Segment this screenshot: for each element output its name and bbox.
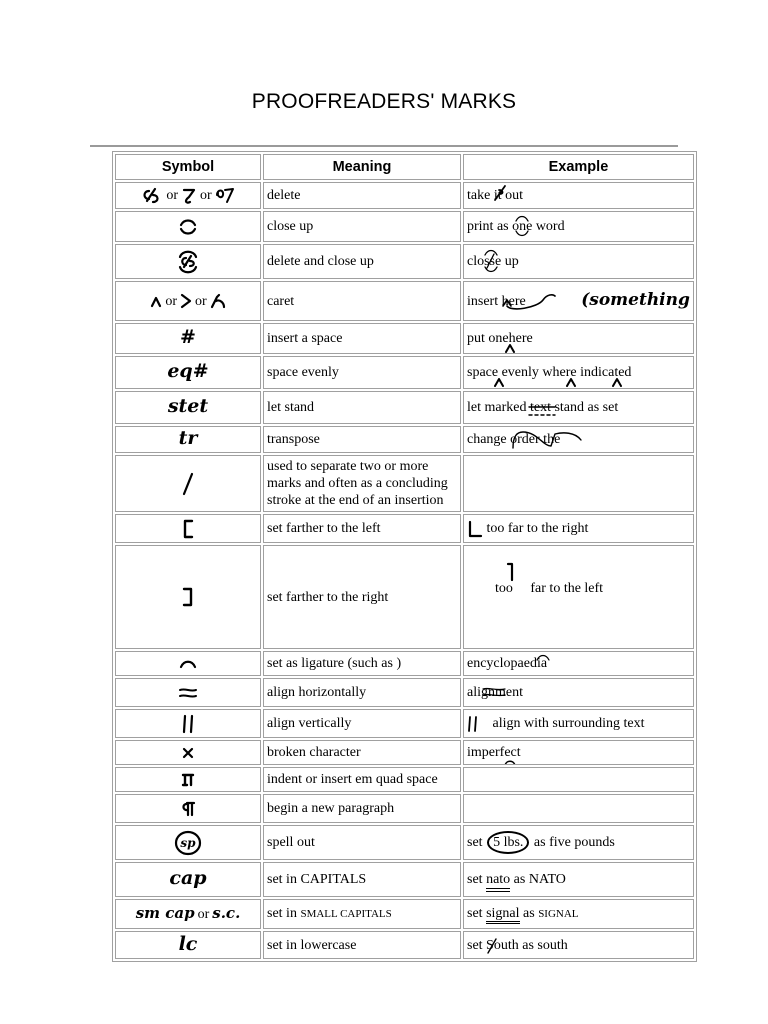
meaning-cell: delete and close up [263,244,461,279]
table-row [115,244,694,279]
paragraph-symbol-cell [115,794,261,823]
meaning-cell: insert a space [263,323,461,354]
table-row [115,862,694,897]
right-bracket-symbol-cell [115,545,261,649]
example-cell [463,244,694,279]
meaning-cell: align horizontally [263,678,461,707]
small-caps-text: SMALL CAPITALS [300,908,392,920]
slash-symbol-cell [115,455,261,512]
stet-symbol-cell [115,391,261,424]
example-text: align with surrounding text [492,715,645,731]
transpose-symbol-cell [115,426,261,453]
table-row [115,426,694,453]
header-row [115,154,694,180]
example-text: set South as south [467,937,568,953]
move-right-mark [506,562,516,582]
stet-strike [528,398,558,418]
example-cell [463,514,694,543]
close-up-mark-icon [179,218,197,236]
example-cell [463,323,694,354]
space-mark-icon: # [180,326,196,348]
delete-close-up-stroke [483,248,499,274]
delete-mark-alt-icon [181,187,197,205]
example-cell [463,709,694,738]
meaning-cell: broken character [263,740,461,765]
example-cell [463,391,694,424]
broken-character-circle [503,759,517,765]
table-row [115,899,694,929]
meaning-cell: spell out [263,825,461,860]
meaning-cell: set in CAPITALS [263,862,461,897]
stet-mark-icon: stet [167,395,209,417]
close-up-curves [514,214,530,238]
example-cell [463,281,694,321]
example-cell [463,825,694,860]
example-text-pre: set [467,872,483,887]
example-text-post: as [523,906,535,921]
meaning-cell: close up [263,211,461,242]
example-cell [463,356,694,389]
example-text: imperfect [467,745,521,760]
table-row [115,709,694,738]
delete-stroke-mark [493,184,507,202]
close-up-symbol-cell [115,211,261,242]
table-row [115,545,694,649]
left-bracket-symbol-cell [115,514,261,543]
table-row [115,391,694,424]
meaning-cell: set farther to the left [263,514,461,543]
example-cell [463,899,694,929]
spell-out-symbol-cell [115,825,261,860]
space-evenly-carets [493,377,633,387]
example-cell [463,862,694,897]
broken-character-symbol-cell [115,740,261,765]
page-title: PROOFREADERS' MARKS [251,90,517,113]
space-symbol-cell [115,323,261,354]
delete-symbol-cell: or or [115,182,261,209]
table-row [115,356,694,389]
column-header-example: Example [463,154,694,180]
meaning-cell: used to separate two or more marks and often as a concluding stroke at the end of an insertion [263,455,461,512]
meaning-cell: align vertically [263,709,461,738]
em-quad-mark-icon [181,773,195,787]
example-cell [463,651,694,676]
align-vertical-stroke [467,715,479,733]
example-cell [463,182,694,209]
example-text-pre: set [467,906,483,921]
table-row [115,931,694,959]
small-caps-alt-mark-icon: s.c. [212,903,241,922]
broken-character-mark-icon [182,747,194,759]
align-vertical-symbol-cell [115,709,261,738]
example-text: alignment [467,685,523,700]
meaning-cell: set in SMALL CAPITALS [263,899,461,929]
example-text: space evenly where indicated [467,365,632,380]
example-text: too far to the left [495,581,604,596]
table-row [115,211,694,242]
space-evenly-mark-icon: eq# [167,360,209,382]
title-divider [90,145,678,147]
example-text: print as one word [467,219,565,234]
small-capitals-symbol-cell: sm cap or s.c. [115,899,261,929]
align-horizontal-symbol-cell [115,678,261,707]
table-row [115,514,694,543]
left-bracket-mark-icon [182,519,194,539]
example-text: insert here [467,294,526,309]
delete-close-up-mark-icon [176,249,200,275]
svg-text:sp: sp [180,835,196,850]
column-header-meaning: Meaning [263,154,461,180]
space-caret [504,343,516,353]
ligature-arc [535,653,551,661]
table-row [115,825,694,860]
example-cell [463,767,694,792]
caret-right-mark-icon [180,293,192,309]
ligature-symbol-cell [115,651,261,676]
slash-mark-icon [182,472,194,496]
meaning-cell: set in lowercase [263,931,461,959]
small-caps-example: SIGNAL [538,908,579,920]
table-row [115,794,694,823]
transpose-mark-icon: tr [178,427,198,449]
meaning-cell: let stand [263,391,461,424]
right-bracket-mark-icon [182,587,194,607]
caret-symbol-cell: or or [115,281,261,321]
example-cell [463,678,694,707]
example-text: too far to the right [486,520,589,536]
table-row [115,455,694,512]
table-row [115,678,694,707]
example-text: change order the [467,432,561,447]
example-cell [463,740,694,765]
lowercase-mark-icon: lc [178,932,198,955]
paragraph-mark-icon [180,801,196,817]
example-cell [463,211,694,242]
meaning-cell: transpose [263,426,461,453]
caret-loop-mark-icon [210,293,226,309]
meaning-cell: space evenly [263,356,461,389]
align-vertical-mark-icon [181,714,195,734]
example-cell [463,931,694,959]
column-header-symbol: Symbol [115,154,261,180]
table-row [115,182,694,209]
example-text-post: as five pounds [533,835,615,850]
table-row [115,281,694,321]
example-text: put onehere [467,331,533,346]
example-cell [463,794,694,823]
example-text: closse up [467,254,519,269]
example-text: let marked text stand as set [467,400,619,415]
insertion-line [497,290,557,312]
ligature-mark-icon [179,659,197,669]
small-caps-mark-icon: sm cap [135,903,195,922]
capitals-symbol-cell [115,862,261,897]
meaning-cell: caret [263,281,461,321]
table-row [115,651,694,676]
example-cell [463,426,694,453]
example-text: encyclopaedia [467,656,548,671]
example-cell [463,545,694,649]
example-text: take it out [467,188,523,203]
lowercase-symbol-cell [115,931,261,959]
inserted-word: (something [581,290,690,310]
table-row [115,323,694,354]
underlined-word: signal [486,906,519,924]
example-text-pre: set [467,835,483,850]
underlined-word: nato [486,872,510,892]
lowercase-slash [486,937,498,955]
meaning-cell: set farther to the right [263,545,461,649]
delete-close-up-symbol-cell [115,244,261,279]
meaning-cell: indent or insert em quad space [263,767,461,792]
align-horizontal-stroke [481,685,507,699]
meaning-cell: begin a new paragraph [263,794,461,823]
em-quad-symbol-cell [115,767,261,792]
transpose-curve [511,430,585,450]
meaning-cell: set as ligature (such as ) [263,651,461,676]
spell-out-mark-icon [174,830,202,856]
align-horizontal-mark-icon [178,687,198,699]
example-cell [463,455,694,512]
caret-mark-icon [150,294,162,308]
delete-mark-icon [141,187,163,205]
capitals-mark-icon: cap [169,867,207,889]
move-left-mark [467,520,483,538]
circled-text: 5 lbs. [487,831,529,854]
delete-mark-alt2-icon [215,187,235,205]
example-text-post: as NATO [513,872,566,887]
space-evenly-symbol-cell [115,356,261,389]
table-row [115,740,694,765]
meaning-cell: delete [263,182,461,209]
table-row [115,767,694,792]
proofreaders-marks-table [112,151,697,962]
